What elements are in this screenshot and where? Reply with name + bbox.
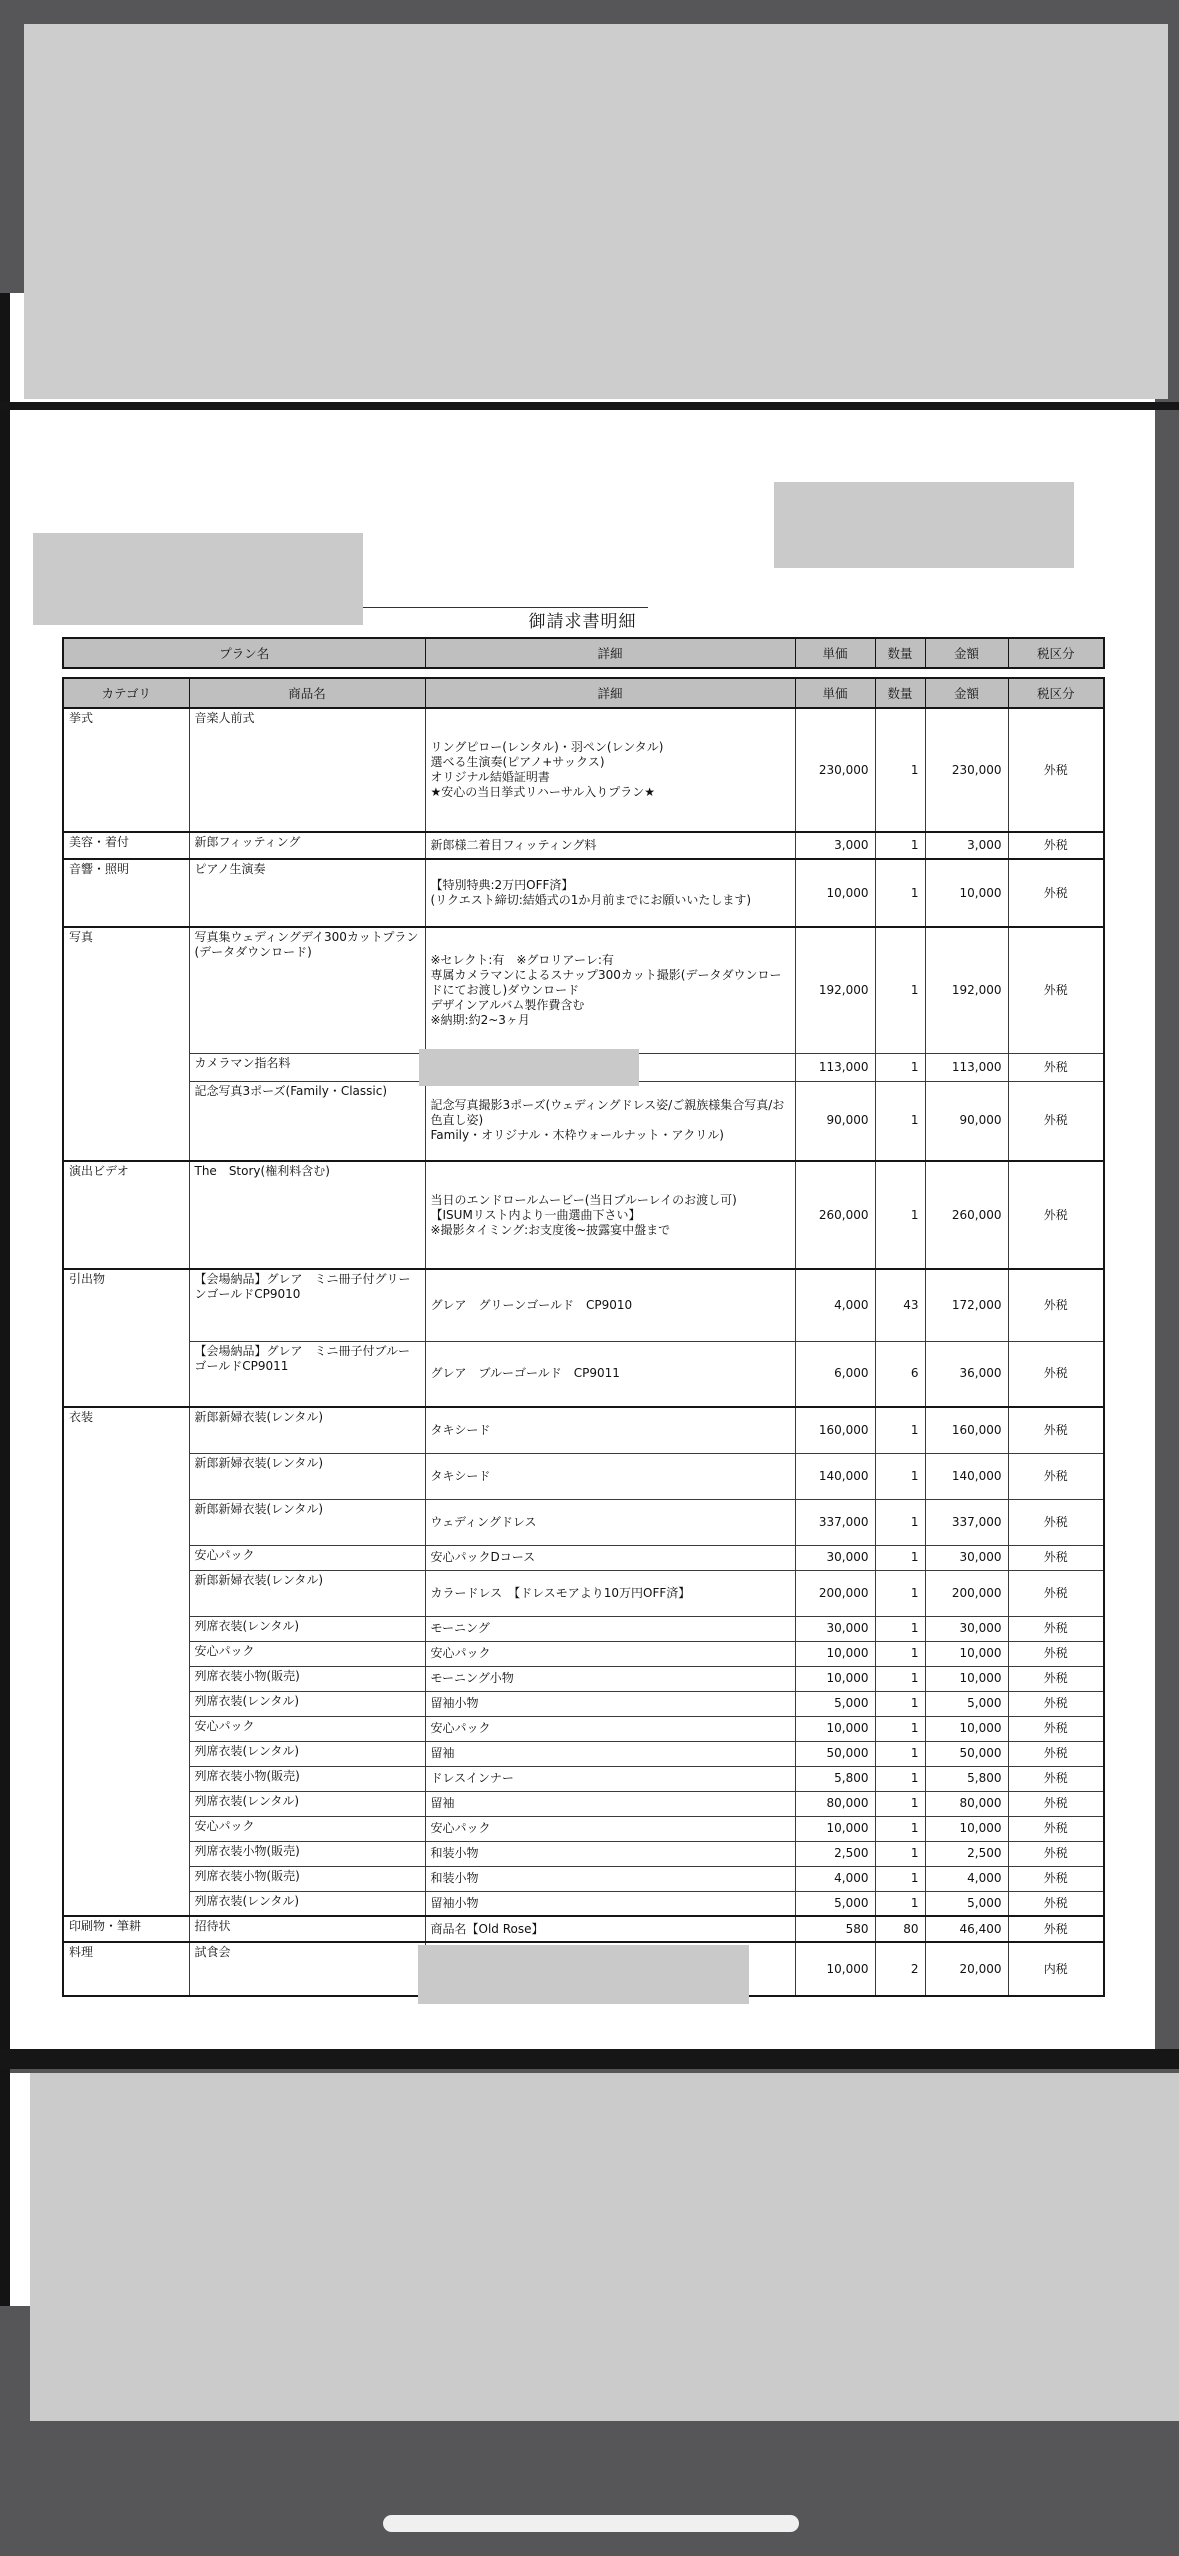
table-row: [63, 1866, 1104, 1891]
detail-cell: 和装小物: [425, 1841, 795, 1866]
tax-class-cell: 外税: [1008, 1341, 1104, 1407]
quantity-cell: 1: [875, 1841, 925, 1866]
amount-cell: 46,400: [925, 1916, 1008, 1942]
detail-cell: モーニング: [425, 1616, 795, 1641]
amount-cell: 50,000: [925, 1741, 1008, 1766]
amount-cell: 337,000: [925, 1499, 1008, 1545]
tax-class-cell: 外税: [1008, 1641, 1104, 1666]
product-cell: 新郎新婦衣装(レンタル): [189, 1499, 425, 1545]
tax-class-cell: 外税: [1008, 1407, 1104, 1453]
unit-price-cell: 80,000: [795, 1791, 875, 1816]
quantity-cell: 1: [875, 1081, 925, 1161]
tax-class-cell: 外税: [1008, 1766, 1104, 1791]
table-row: [63, 1570, 1104, 1616]
unit-price-cell: 10,000: [795, 1666, 875, 1691]
unit-price-cell: 4,000: [795, 1269, 875, 1341]
column-header: 単価: [795, 638, 875, 668]
product-cell: 列席衣装(レンタル): [189, 1791, 425, 1816]
amount-cell: 30,000: [925, 1616, 1008, 1641]
quantity-cell: 1: [875, 832, 925, 859]
table-row: [63, 1453, 1104, 1499]
plan-table: [62, 637, 1105, 669]
product-cell: ピアノ生演奏: [189, 859, 425, 927]
amount-cell: 36,000: [925, 1341, 1008, 1407]
unit-price-cell: 10,000: [795, 1942, 875, 1996]
tax-class-cell: 外税: [1008, 832, 1104, 859]
product-cell: 安心パック: [189, 1716, 425, 1741]
quantity-cell: 1: [875, 1453, 925, 1499]
table-row: [63, 859, 1104, 927]
tax-class-cell: 外税: [1008, 1741, 1104, 1766]
category-cell: 演出ビデオ: [63, 1161, 189, 1269]
amount-cell: 160,000: [925, 1407, 1008, 1453]
product-cell: 列席衣装小物(販売): [189, 1841, 425, 1866]
table-row: [63, 1666, 1104, 1691]
column-header: 数量: [875, 638, 925, 668]
tax-class-cell: 外税: [1008, 1545, 1104, 1570]
table-row: [63, 1641, 1104, 1666]
detail-cell: 安心パック: [425, 1641, 795, 1666]
product-cell: 写真集ウェディングデイ300カットプラン(データダウンロード): [189, 927, 425, 1053]
detail-cell: 記念写真撮影3ポーズ(ウェディングドレス姿/ご親族様集合写真/お色直し姿) Family・オリジナル・木枠ウォールナット・アクリル): [425, 1081, 795, 1161]
quantity-cell: 80: [875, 1916, 925, 1942]
tax-class-cell: 外税: [1008, 1691, 1104, 1716]
detail-cell: カラードレス 【ドレスモアより10万円OFF済】: [425, 1570, 795, 1616]
unit-price-cell: 3,000: [795, 832, 875, 859]
tax-class-cell: 外税: [1008, 1616, 1104, 1641]
table-row: [63, 1616, 1104, 1641]
amount-cell: 172,000: [925, 1269, 1008, 1341]
quantity-cell: 1: [875, 1616, 925, 1641]
quantity-cell: 1: [875, 1407, 925, 1453]
category-cell: 引出物: [63, 1269, 189, 1407]
product-cell: 招待状: [189, 1916, 425, 1942]
quantity-cell: 1: [875, 1570, 925, 1616]
page-top-border: [0, 402, 1179, 410]
quantity-cell: 1: [875, 1741, 925, 1766]
detail-cell: 安心パック: [425, 1816, 795, 1841]
detail-cell: [425, 1053, 795, 1081]
detail-cell: タキシード: [425, 1407, 795, 1453]
table-row: [63, 1691, 1104, 1716]
product-cell: 列席衣装小物(販売): [189, 1866, 425, 1891]
amount-cell: 192,000: [925, 927, 1008, 1053]
unit-price-cell: 160,000: [795, 1407, 875, 1453]
amount-cell: 30,000: [925, 1545, 1008, 1570]
product-cell: 新郎フィッティング: [189, 832, 425, 859]
unit-price-cell: 260,000: [795, 1161, 875, 1269]
category-cell: 挙式: [63, 708, 189, 832]
amount-cell: 10,000: [925, 1716, 1008, 1741]
amount-cell: 20,000: [925, 1942, 1008, 1996]
tax-class-cell: 外税: [1008, 1570, 1104, 1616]
unit-price-cell: 4,000: [795, 1866, 875, 1891]
amount-cell: 113,000: [925, 1053, 1008, 1081]
detail-cell: グレア グリーンゴールド CP9010: [425, 1269, 795, 1341]
quantity-cell: 1: [875, 708, 925, 832]
product-cell: 安心パック: [189, 1816, 425, 1841]
column-header: 税区分: [1008, 638, 1104, 668]
amount-cell: 90,000: [925, 1081, 1008, 1161]
table-row: [63, 1499, 1104, 1545]
table-row: [63, 832, 1104, 859]
product-cell: 試食会: [189, 1942, 425, 1996]
column-header: 単価: [795, 678, 875, 708]
unit-price-cell: 10,000: [795, 1716, 875, 1741]
unit-price-cell: 30,000: [795, 1616, 875, 1641]
tax-class-cell: 外税: [1008, 1891, 1104, 1916]
unit-price-cell: 90,000: [795, 1081, 875, 1161]
column-header: カテゴリ: [63, 678, 189, 708]
unit-price-cell: 5,000: [795, 1691, 875, 1716]
detail-cell: 留袖: [425, 1791, 795, 1816]
amount-cell: 260,000: [925, 1161, 1008, 1269]
amount-cell: 3,000: [925, 832, 1008, 859]
quantity-cell: 1: [875, 1053, 925, 1081]
quantity-cell: 43: [875, 1269, 925, 1341]
page-edge-shadow: [0, 293, 10, 2306]
category-cell: 美容・着付: [63, 832, 189, 859]
product-cell: The Story(権利料含む): [189, 1161, 425, 1269]
detail-cell: リングピロー(レンタル)・羽ペン(レンタル) 選べる生演奏(ピアノ+サックス) オリジナル結婚証明書 ★安心の当日挙式リハーサル入りプラン★: [425, 708, 795, 832]
quantity-cell: 1: [875, 1545, 925, 1570]
amount-cell: 5,800: [925, 1766, 1008, 1791]
product-cell: 列席衣装(レンタル): [189, 1691, 425, 1716]
redaction-block: [774, 482, 1074, 568]
quantity-cell: 1: [875, 1891, 925, 1916]
amount-cell: 140,000: [925, 1453, 1008, 1499]
product-cell: 【会場納品】グレア ミニ冊子付ブルーゴールドCP9011: [189, 1341, 425, 1407]
table-row: [63, 1916, 1104, 1942]
table-row: [63, 1407, 1104, 1453]
amount-cell: 2,500: [925, 1841, 1008, 1866]
product-cell: 列席衣装(レンタル): [189, 1616, 425, 1641]
category-cell: 料理: [63, 1942, 189, 1996]
tax-class-cell: 外税: [1008, 1666, 1104, 1691]
detail-cell: [425, 1942, 795, 1996]
product-cell: 記念写真3ポーズ(Family・Classic): [189, 1081, 425, 1161]
redaction-block: [24, 24, 1168, 399]
unit-price-cell: 10,000: [795, 1641, 875, 1666]
amount-cell: 10,000: [925, 1666, 1008, 1691]
tax-class-cell: 外税: [1008, 1269, 1104, 1341]
table-row: [63, 1942, 1104, 1996]
quantity-cell: 6: [875, 1341, 925, 1407]
column-header: プラン名: [63, 638, 425, 668]
amount-cell: 10,000: [925, 1641, 1008, 1666]
tax-class-cell: 外税: [1008, 1916, 1104, 1942]
table-row: [63, 708, 1104, 832]
page-title: 御請求書明細: [528, 612, 637, 632]
tax-class-cell: 外税: [1008, 1453, 1104, 1499]
tax-class-cell: 外税: [1008, 1791, 1104, 1816]
tax-class-cell: 外税: [1008, 1816, 1104, 1841]
unit-price-cell: 5,000: [795, 1891, 875, 1916]
amount-cell: 4,000: [925, 1866, 1008, 1891]
table-row: [63, 1766, 1104, 1791]
items-header-row: [63, 678, 1104, 708]
amount-cell: 10,000: [925, 1816, 1008, 1841]
quantity-cell: 1: [875, 1866, 925, 1891]
detail-cell: 和装小物: [425, 1866, 795, 1891]
unit-price-cell: 2,500: [795, 1841, 875, 1866]
column-header: 金額: [925, 678, 1008, 708]
unit-price-cell: 10,000: [795, 1816, 875, 1841]
unit-price-cell: 10,000: [795, 859, 875, 927]
redaction-block: [418, 1945, 749, 2004]
detail-cell: 留袖小物: [425, 1691, 795, 1716]
product-cell: 列席衣装(レンタル): [189, 1741, 425, 1766]
unit-price-cell: 192,000: [795, 927, 875, 1053]
table-row: [63, 1545, 1104, 1570]
table-row: [63, 1816, 1104, 1841]
detail-cell: 【特別特典:2万円OFF済】 (リクエスト締切:結婚式の1か月前までにお願いいたします): [425, 859, 795, 927]
detail-cell: 留袖: [425, 1741, 795, 1766]
category-cell: 写真: [63, 927, 189, 1161]
invoice-page: [10, 293, 1155, 2049]
amount-cell: 200,000: [925, 1570, 1008, 1616]
tax-class-cell: 外税: [1008, 1841, 1104, 1866]
column-header: 詳細: [425, 638, 795, 668]
table-row: [63, 927, 1104, 1053]
amount-cell: 10,000: [925, 859, 1008, 927]
category-cell: 衣装: [63, 1407, 189, 1916]
detail-cell: 当日のエンドロールムービー(当日ブルーレイのお渡し可) 【ISUMリスト内より一曲選曲下さい】 ※撮影タイミング:お支度後~披露宴中盤まで: [425, 1161, 795, 1269]
detail-cell: 新郎様二着目フィッティング料: [425, 832, 795, 859]
page-bottom-border: [0, 2049, 1179, 2069]
plan-header-row: [63, 638, 1104, 668]
tax-class-cell: 外税: [1008, 708, 1104, 832]
unit-price-cell: 6,000: [795, 1341, 875, 1407]
table-row: [63, 1161, 1104, 1269]
tax-class-cell: 外税: [1008, 1499, 1104, 1545]
unit-price-cell: 230,000: [795, 708, 875, 832]
unit-price-cell: 5,800: [795, 1766, 875, 1791]
amount-cell: 5,000: [925, 1891, 1008, 1916]
product-cell: 安心パック: [189, 1545, 425, 1570]
column-header: 数量: [875, 678, 925, 708]
category-cell: 印刷物・筆耕: [63, 1916, 189, 1942]
unit-price-cell: 140,000: [795, 1453, 875, 1499]
product-cell: 列席衣装小物(販売): [189, 1766, 425, 1791]
quantity-cell: 2: [875, 1942, 925, 1996]
tax-class-cell: 外税: [1008, 927, 1104, 1053]
quantity-cell: 1: [875, 1766, 925, 1791]
unit-price-cell: 337,000: [795, 1499, 875, 1545]
product-cell: 新郎新婦衣装(レンタル): [189, 1570, 425, 1616]
redaction-block: [30, 2073, 1179, 2421]
tax-class-cell: 外税: [1008, 1161, 1104, 1269]
table-row: [63, 1791, 1104, 1816]
product-cell: 安心パック: [189, 1641, 425, 1666]
column-header: 商品名: [189, 678, 425, 708]
detail-cell: 安心パックDコース: [425, 1545, 795, 1570]
unit-price-cell: 50,000: [795, 1741, 875, 1766]
table-row: [63, 1081, 1104, 1161]
tax-class-cell: 外税: [1008, 859, 1104, 927]
quantity-cell: 1: [875, 1161, 925, 1269]
quantity-cell: 1: [875, 1816, 925, 1841]
product-cell: 列席衣装小物(販売): [189, 1666, 425, 1691]
quantity-cell: 1: [875, 927, 925, 1053]
quantity-cell: 1: [875, 1641, 925, 1666]
product-cell: 新郎新婦衣装(レンタル): [189, 1407, 425, 1453]
unit-price-cell: 30,000: [795, 1545, 875, 1570]
table-row: [63, 1716, 1104, 1741]
category-cell: 音響・照明: [63, 859, 189, 927]
quantity-cell: 1: [875, 1791, 925, 1816]
product-cell: 新郎新婦衣装(レンタル): [189, 1453, 425, 1499]
detail-cell: グレア ブルーゴールド CP9011: [425, 1341, 795, 1407]
table-row: [63, 1891, 1104, 1916]
tax-class-cell: 外税: [1008, 1053, 1104, 1081]
amount-cell: 5,000: [925, 1691, 1008, 1716]
column-header: 金額: [925, 638, 1008, 668]
detail-cell: モーニング小物: [425, 1666, 795, 1691]
home-indicator-bar[interactable]: [383, 2515, 799, 2532]
quantity-cell: 1: [875, 1691, 925, 1716]
column-header: 税区分: [1008, 678, 1104, 708]
amount-cell: 80,000: [925, 1791, 1008, 1816]
detail-cell: ウェディングドレス: [425, 1499, 795, 1545]
items-table: [62, 677, 1105, 1997]
quantity-cell: 1: [875, 1666, 925, 1691]
quantity-cell: 1: [875, 1499, 925, 1545]
table-row: [63, 1341, 1104, 1407]
items-tbody: [63, 708, 1104, 1996]
detail-cell: タキシード: [425, 1453, 795, 1499]
unit-price-cell: 113,000: [795, 1053, 875, 1081]
detail-cell: 安心パック: [425, 1716, 795, 1741]
detail-cell: ドレスインナー: [425, 1766, 795, 1791]
redaction-block: [419, 1049, 639, 1086]
tax-class-cell: 外税: [1008, 1081, 1104, 1161]
product-cell: 【会場納品】グレア ミニ冊子付グリーンゴールドCP9010: [189, 1269, 425, 1341]
detail-cell: ※セレクト:有 ※グロリアーレ:有 専属カメラマンによるスナップ300カット撮影(データダウンロードにてお渡し)ダウンロード デザインアルバム製作費含む ※納期:約2~3ヶ月: [425, 927, 795, 1053]
tax-class-cell: 外税: [1008, 1716, 1104, 1741]
amount-cell: 230,000: [925, 708, 1008, 832]
quantity-cell: 1: [875, 1716, 925, 1741]
table-row: [63, 1053, 1104, 1081]
table-row: [63, 1841, 1104, 1866]
tax-class-cell: 内税: [1008, 1942, 1104, 1996]
detail-cell: 商品名【Old Rose】: [425, 1916, 795, 1942]
table-row: [63, 1741, 1104, 1766]
product-cell: カメラマン指名料: [189, 1053, 425, 1081]
table-row: [63, 1269, 1104, 1341]
unit-price-cell: 200,000: [795, 1570, 875, 1616]
product-cell: 列席衣装(レンタル): [189, 1891, 425, 1916]
quantity-cell: 1: [875, 859, 925, 927]
detail-cell: 留袖小物: [425, 1891, 795, 1916]
product-cell: 音楽人前式: [189, 708, 425, 832]
column-header: 詳細: [425, 678, 795, 708]
tax-class-cell: 外税: [1008, 1866, 1104, 1891]
unit-price-cell: 580: [795, 1916, 875, 1942]
